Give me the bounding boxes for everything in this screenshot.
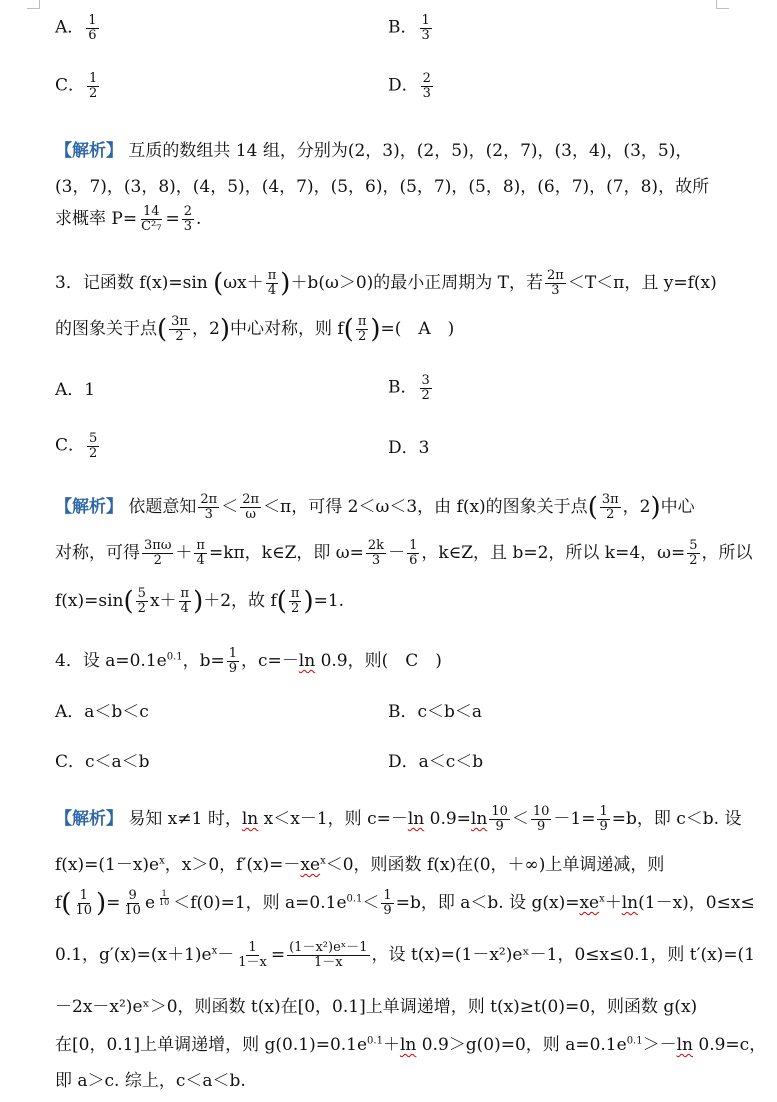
fraction: $\frac{5}{2}$: [689, 538, 698, 568]
fraction: $\frac{1}{10}$: [75, 888, 92, 918]
page-corner-mark-right: [716, 0, 729, 9]
fraction: $\frac{\pi}{4}$: [180, 586, 190, 616]
fraction: $\frac{1}{9}$: [599, 804, 608, 834]
fraction: $\frac{2\pi}{\omega}$: [242, 492, 260, 522]
q2-option-c: C． $\frac{1}{2}$: [55, 71, 98, 101]
q4-option-b: B．c＜b＜a: [388, 702, 483, 722]
fraction: $\frac{3\pi\omega}{2}$: [144, 538, 172, 568]
fraction: 1 10: [159, 888, 170, 908]
q4-analysis-line-6: 在[0，0.1]上单调递增，则 $g(0.1)=0.1e^{0.1}+\ln$ 0.9＞g(0)=0，则 $a=0.1e^{0.1}>-\ln$ 0.9=c，: [55, 1035, 767, 1055]
fraction: $\frac{10}{9}$: [532, 804, 550, 834]
fraction: $\frac{\pi}{2}$: [290, 586, 300, 616]
fraction: $\frac{2}{3}$: [422, 71, 431, 101]
q4-option-c: C．c＜a＜b: [55, 752, 150, 772]
q3-option-d: D．3: [388, 438, 430, 458]
q4-analysis-line-2: $f(x)=(1-x)e^x$，x＞0，$f'(x)=-xe^x<0$，则函数 f(x)在(0，＋∞)上单调递减，则: [55, 855, 665, 875]
fraction: $\frac{\pi}{4}$: [196, 538, 205, 568]
fraction: $\frac{3}{2}$: [421, 373, 430, 403]
q2-analysis-line-3: 求概率 P= $\frac{14}{\text{C²₇}}$ = $\frac{2}{3}$ .: [55, 204, 202, 234]
q4-option-a: A．a＜b＜c: [55, 702, 149, 722]
q3-option-b: B． $\frac{3}{2}$: [388, 373, 430, 403]
fraction: $\frac{2k}{3}$: [367, 538, 385, 568]
q4-analysis-line-3: f( $\frac{1}{10}$ )= $\frac{9}{10}$ e $^{\frac{1}{10}}$ ＜f(0)=1，则 $a=0.1e^{0.1}<$ $\frac{1}{9}$ =b，即 a＜b. 设 $g(x)=xe^x+\ln(1-x)$，0≤x≤: [55, 888, 755, 919]
q3-stem-line-2: 的图象关于点( $\frac{3\pi}{2}$ ，2)中心对称，则 f( $\frac{\pi}{2}$ )=( A ): [55, 314, 455, 345]
analysis-tag: 【解析】: [55, 809, 123, 829]
fraction: $\frac{1}{6}$: [409, 538, 418, 568]
fraction: $\frac{5}{2}$: [137, 586, 146, 616]
fraction: $\frac{14}{\text{C²₇}}$: [141, 204, 162, 234]
fraction: $\frac{2\pi}{3}$: [200, 492, 218, 522]
q2-analysis-line-1: 【解析】 互质的数组共 14 组，分别为(2，3)，(2，5)，(2，7)，(3，4)，(3，5)，: [55, 141, 693, 161]
fraction: $\frac{1}{3}$: [421, 13, 430, 43]
q4-option-d: D．a＜c＜b: [388, 752, 484, 772]
fraction: $\frac{2}{3}$: [183, 204, 192, 234]
q4-analysis-line-4: 0.1，$g'(x)=(x+1)e^x-$ $\frac{1}{1-x}$ = $\frac{\text{(1－x²)eˣ－1}}{1-x}$ ，设 t(x)=(1－x²)eˣ－1，0≤x≤0.1，则 t′(x)=(1: [55, 940, 756, 970]
q2-option-b: B． $\frac{1}{3}$: [388, 13, 430, 43]
fraction: $\frac{1}{2}$: [89, 71, 98, 101]
q4-stem: 4．设 $a=0.1e^{0.1}$，b= $\frac{1}{9}$ ，c=－ln 0.9，则( C ): [55, 646, 442, 676]
page-corner-mark-left: [27, 0, 40, 9]
fraction: $\frac{\pi}{4}$: [267, 268, 277, 298]
fraction: $\frac{9}{10}$: [124, 888, 141, 918]
q3-analysis-line-2: 对称，可得 $\frac{3\pi\omega}{2}$ ＋ $\frac{\pi}{4}$ =kπ，k∈Z，即 ω= $\frac{2k}{3}$ － $\frac{1}{6}$ ，k∈Z，且 b=2，所以 k=4，ω= $\frac{5}{2}$ ，所以: [55, 538, 753, 568]
q3-stem-line-1: 3．记函数 f(x)=sin (ωx＋ $\frac{\pi}{4}$ )＋b(ω＞0)的最小正周期为 T，若 $\frac{2\pi}{3}$ ＜T＜π，且 y=f(x): [55, 268, 717, 299]
fraction: $\frac{1}{9}$: [228, 646, 238, 676]
q2-option-a: A． $\frac{1}{6}$: [55, 13, 97, 43]
analysis-tag: 【解析】: [55, 141, 123, 161]
q2-option-d: D． $\frac{2}{3}$: [388, 71, 431, 101]
analysis-tag: 【解析】: [55, 497, 123, 517]
fraction: $\frac{3\pi}{2}$: [601, 492, 619, 522]
fraction: $\frac{10}{9}$: [491, 804, 508, 834]
fraction: $\frac{3\pi}{2}$: [171, 314, 188, 344]
fraction: $\frac{1}{9}$: [383, 888, 392, 918]
q3-option-a: A．1: [55, 380, 96, 400]
q4-analysis-line-5: －2x－x²)eˣ＞0，则函数 t(x)在[0，0.1]上单调递增，则 t(x)≥t(0)=0，则函数 g(x): [55, 997, 698, 1017]
fraction: $\frac{2\pi}{3}$: [547, 268, 564, 298]
q3-analysis-line-1: 【解析】 依题意知 $\frac{2\pi}{3}$ ＜ $\frac{2\pi}{\omega}$ ＜π，可得 2＜ω＜3，由 f(x)的图象关于点( $\frac{3\pi}{2}$ ，2)中心: [55, 492, 695, 523]
q3-analysis-line-3: f(x)=sin( $\frac{5}{2}$ x＋ $\frac{\pi}{4}$ )＋2，故 f( $\frac{\pi}{2}$ )=1.: [55, 586, 345, 617]
fraction: $\frac{1}{6}$: [88, 13, 97, 43]
q4-analysis-line-1: 【解析】 易知 x≠1 时，ln x＜x－1，则 c=－ln 0.9=ln $\frac{10}{9}$ ＜ $\frac{10}{9}$ －1= $\frac{1}{9}$ =b，即 c＜b. 设: [55, 804, 742, 834]
fraction: $\frac{1}{1-x}$: [238, 940, 267, 970]
fraction: $\frac{5}{2}$: [89, 431, 98, 461]
q3-option-c: C． $\frac{5}{2}$: [55, 431, 98, 461]
fraction: $\frac{\pi}{2}$: [357, 314, 367, 344]
fraction: $\frac{\text{(1－x²)eˣ－1}}{1-x}$: [289, 940, 368, 970]
q4-analysis-line-7: 即 a＞c. 综上，c＜a＜b.: [55, 1071, 246, 1091]
q2-analysis-line-2: (3，7)，(3，8)，(4，5)，(4，7)，(5，6)，(5，7)，(5，8)，(6，7)，(7，8)，故所: [55, 177, 710, 197]
